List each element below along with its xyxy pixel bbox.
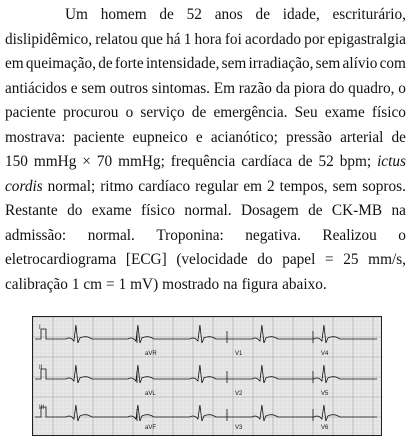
word: o	[398, 226, 406, 244]
word: admissão:	[5, 226, 67, 244]
word: Um	[65, 6, 88, 23]
text-line	[5, 101, 406, 126]
word: de	[159, 6, 174, 23]
word: normal.	[184, 202, 232, 219]
word: 150	[5, 153, 28, 170]
word: sintomas.	[151, 79, 211, 97]
word: na	[223, 275, 238, 293]
text-line	[5, 126, 406, 151]
word: Seu	[294, 104, 318, 121]
word: na	[391, 202, 406, 219]
text-line	[5, 77, 406, 102]
word: cardíaca	[241, 153, 293, 170]
word: cordis	[5, 177, 43, 195]
word: calibração	[5, 275, 68, 293]
word: escriturário,	[332, 6, 406, 23]
lead-label-v4: V4	[321, 351, 329, 357]
word: negativa.	[245, 226, 301, 244]
lead-label-v1: V1	[235, 351, 243, 357]
word: serviço	[140, 104, 185, 121]
word: forte	[114, 55, 144, 72]
word: idade,	[282, 6, 320, 23]
word: arterial	[340, 128, 384, 146]
word: piora	[293, 79, 326, 97]
text-line	[5, 52, 406, 77]
word: 1	[183, 30, 192, 48]
word: 1 mV)	[118, 275, 159, 293]
lead-label-v5: V5	[321, 391, 329, 397]
word: papel	[282, 251, 316, 268]
word: anos	[214, 6, 243, 23]
word: acianótico;	[210, 128, 278, 146]
text-line	[5, 248, 406, 273]
word: relatou	[95, 30, 138, 48]
word: em	[243, 177, 263, 195]
word: Dosagem	[240, 202, 299, 219]
word: eletrocardiograma	[5, 251, 117, 268]
word: =	[106, 275, 115, 293]
word: intensidade,	[145, 55, 220, 72]
word: Em	[213, 79, 236, 97]
lead-label-ii: II	[39, 365, 43, 371]
case-text	[5, 3, 406, 297]
text-line	[5, 150, 406, 175]
word: ictus	[377, 153, 406, 170]
word: de	[191, 104, 207, 121]
word: (velocidade	[176, 251, 248, 268]
word: razão	[238, 79, 272, 97]
word: 2	[267, 177, 275, 195]
word: abaixo.	[282, 275, 327, 293]
word: o	[125, 104, 134, 121]
word: há	[166, 30, 181, 48]
word: outros	[109, 79, 149, 97]
word: o	[398, 79, 406, 97]
text-line	[5, 3, 406, 28]
word: de	[308, 202, 323, 219]
lead-label-avl: aVL	[145, 391, 156, 397]
word: pressão	[286, 128, 332, 146]
word: de	[98, 55, 113, 72]
word: procurou	[63, 104, 119, 121]
word: 52	[318, 153, 334, 170]
word: regular	[195, 177, 239, 195]
ecg-figure	[32, 316, 382, 436]
word: epigastralgia	[327, 30, 406, 48]
word: =	[324, 251, 334, 268]
word: 25	[343, 251, 359, 268]
word: ×	[82, 153, 91, 170]
word: de	[255, 6, 270, 23]
word: CK-MB	[331, 202, 383, 219]
word: alívio	[342, 55, 378, 72]
word: figura	[241, 275, 279, 293]
word: mostrava:	[5, 128, 66, 146]
word: frequência	[170, 153, 236, 170]
text-line	[5, 28, 406, 53]
word: com	[379, 55, 406, 72]
text-line	[5, 175, 406, 200]
word: 70	[96, 153, 113, 170]
word: antiácidos	[5, 79, 68, 97]
word: que	[140, 30, 163, 48]
lead-label-iii: III	[39, 405, 45, 411]
word: paciente	[5, 104, 56, 121]
word: cardíaco	[138, 177, 191, 195]
word: mostrado	[162, 275, 220, 293]
word: normal;	[47, 177, 96, 195]
word: do	[329, 79, 345, 97]
word: paciente	[73, 128, 125, 146]
word: do	[257, 251, 273, 268]
word: sem	[315, 55, 341, 72]
word: acordado	[244, 30, 302, 48]
ecg-trace	[35, 325, 377, 343]
word: sopros.	[362, 177, 406, 195]
word: de	[391, 128, 406, 146]
word: por	[304, 30, 325, 48]
text-line	[5, 199, 406, 224]
word: irradiação,	[248, 55, 314, 72]
word: queimação,	[25, 55, 96, 72]
word: tempos,	[279, 177, 328, 195]
word: físico	[141, 202, 176, 219]
word: normal.	[87, 226, 135, 244]
word: de	[298, 153, 313, 170]
lead-label-avr: aVR	[145, 351, 157, 357]
word: do	[67, 202, 83, 219]
word: 52	[186, 6, 202, 23]
word: sem	[332, 177, 358, 195]
word: sem	[81, 79, 107, 97]
word: mmHg;	[118, 153, 165, 170]
word: da	[275, 79, 291, 97]
word: foi	[224, 30, 242, 48]
lead-label-v6: V6	[321, 425, 329, 431]
word: hora	[194, 30, 222, 48]
word: exame	[91, 202, 132, 219]
word: Troponina:	[156, 226, 224, 244]
word: quadro,	[348, 79, 395, 97]
word: mmHg	[33, 153, 77, 170]
word: sem	[221, 55, 247, 72]
word: exame	[324, 104, 365, 121]
word: físico	[371, 104, 406, 121]
word: e	[195, 128, 203, 146]
ecg-trace	[35, 365, 377, 383]
word: em	[5, 55, 24, 72]
word: ritmo	[100, 177, 134, 195]
lead-label-v2: V2	[235, 391, 243, 397]
word: homem	[100, 6, 147, 23]
word: mm/s,	[368, 251, 406, 268]
word: 1 cm	[71, 275, 103, 293]
text-line	[5, 224, 406, 249]
word: Realizou	[322, 226, 377, 244]
word: Restante	[5, 202, 58, 219]
word: dislipidêmico,	[5, 30, 93, 48]
lead-label-v3: V3	[235, 425, 243, 431]
word: e	[70, 79, 78, 97]
lead-label-avf: aVF	[145, 425, 157, 431]
word: emergência.	[213, 104, 288, 121]
lead-label-i: I	[39, 325, 41, 331]
ecg-tracing	[33, 317, 381, 435]
word: bpm;	[339, 153, 372, 170]
word: [ECG]	[125, 251, 167, 268]
word: eupneico	[132, 128, 188, 146]
text-line	[5, 273, 406, 298]
